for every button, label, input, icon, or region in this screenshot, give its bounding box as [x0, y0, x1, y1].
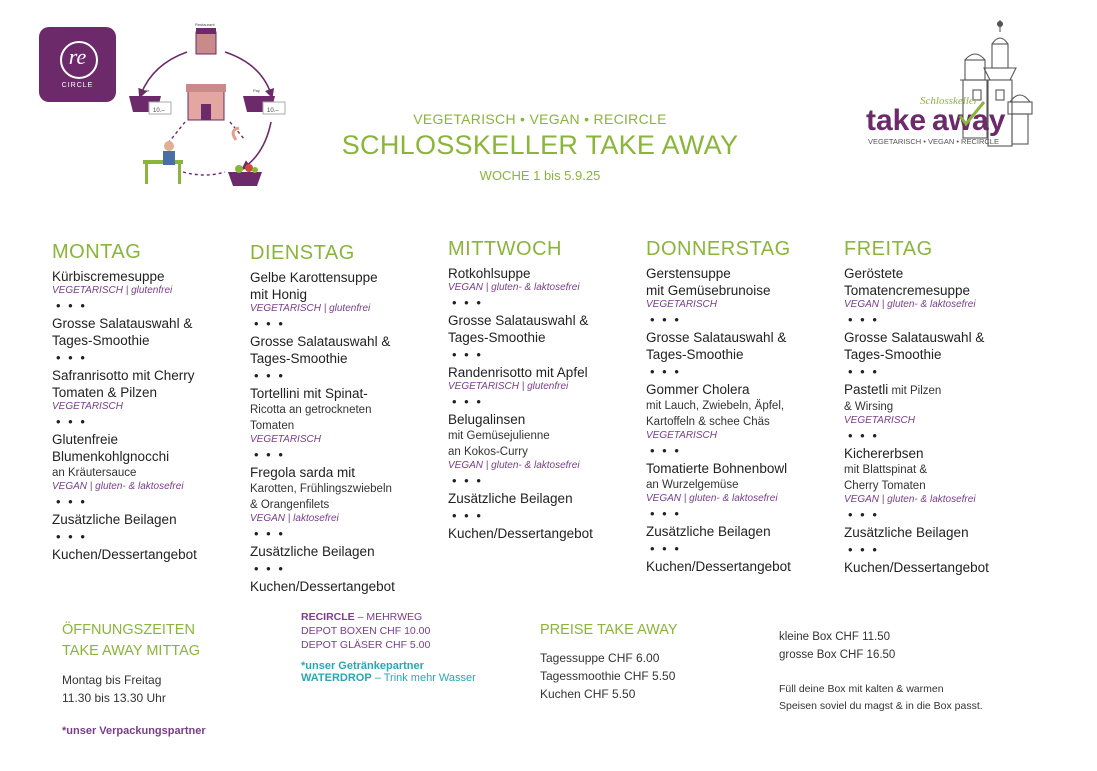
menu-item-detail: Ricotta an getrockneten [250, 404, 372, 416]
opening-hours-subtitle: TAKE AWAY MITTAG [62, 643, 201, 659]
menu-item: Fregola sarda mit [250, 465, 356, 480]
menu-item: Kuchen/Dessertangebot [448, 526, 593, 541]
menu-item: mit Honig [250, 287, 308, 302]
menu-item: Grosse Salatauswahl & [52, 316, 193, 331]
recircle-cycle-illustration [125, 22, 290, 192]
menu-item: Kuchen/Dessertangebot [250, 579, 395, 594]
price-large-box: grosse Box CHF 16.50 [779, 649, 896, 661]
separator-dots: • • • [650, 506, 681, 521]
menu-item: Gerstensuppe [646, 266, 731, 281]
depot-glasses: DEPOT GLÄSER CHF 5.00 [301, 639, 431, 651]
separator-dots: • • • [848, 364, 879, 379]
menu-item: Pastetli mit Pilzen [844, 382, 942, 397]
depot-boxes: DEPOT BOXEN CHF 10.00 [301, 625, 431, 637]
recircle-logo-mark: re [68, 44, 87, 69]
menu-item-detail: mit Gemüsejulienne [448, 430, 550, 442]
menu-item: Tages-Smoothie [448, 330, 546, 345]
price-cake: Kuchen CHF 5.50 [540, 687, 636, 701]
day-column-freitag [844, 238, 1034, 576]
diet-tag: VEGETARISCH [250, 434, 321, 445]
menu-list [250, 269, 440, 595]
separator-dots: • • • [452, 347, 483, 362]
menu-list [646, 265, 836, 575]
price-small-box: kleine Box CHF 11.50 [779, 631, 891, 643]
separator-dots: • • • [848, 428, 879, 443]
menu-item: Grosse Salatauswahl & [844, 330, 985, 345]
menu-item: Tomaten & Pilzen [52, 385, 158, 400]
diet-tag: VEGETARISCH | glutenfrei [52, 285, 173, 296]
week-label: WOCHE 1 bis 5.9.25 [479, 168, 601, 183]
menu-item: Geröstete [844, 266, 904, 281]
menu-list [844, 265, 1034, 576]
logo-tagline: VEGETARISCH • VEGAN • RECIRCLE [868, 137, 999, 146]
menu-item-detail: an Kokos-Curry [448, 446, 528, 458]
recircle-app-logo [39, 27, 116, 102]
menu-item-detail: an Wurzelgemüse [646, 479, 739, 491]
menu-list [52, 268, 242, 563]
menu-list [448, 265, 638, 542]
price-tag-left: 10.– [153, 108, 165, 114]
menu-item-detail: mit Blattspinat & [844, 464, 928, 476]
separator-dots: • • • [848, 542, 879, 557]
logo-script: Schlosskeller [920, 95, 979, 107]
opening-hours-block [62, 620, 282, 737]
menu-item: Randenrisotto mit Apfel [448, 365, 588, 380]
day-column-donnerstag [646, 238, 836, 575]
separator-dots: • • • [452, 394, 483, 409]
recircle-heading: RECIRCLE – MEHRWEG [301, 611, 423, 623]
separator-dots: • • • [254, 561, 285, 576]
menu-item-detail: & Wirsing [844, 401, 894, 413]
diet-tag: VEGETARISCH [52, 401, 123, 412]
diet-tag: VEGETARISCH [646, 430, 717, 441]
price-soup: Tagessuppe CHF 6.00 [540, 651, 660, 665]
menu-item: Grosse Salatauswahl & [250, 334, 391, 349]
menu-item: Kuchen/Dessertangebot [52, 547, 197, 562]
day-title: MITTWOCH [448, 238, 562, 260]
separator-dots: • • • [56, 298, 87, 313]
diet-tag: VEGETARISCH | glutenfrei [448, 381, 569, 392]
box-note-line-1: Füll deine Box mit kalten & warmen [779, 683, 944, 695]
diet-tag: VEGAN | gluten- & laktosefrei [844, 494, 976, 505]
diet-tag: VEGETARISCH | glutenfrei [250, 303, 371, 314]
menu-item: Grosse Salatauswahl & [448, 313, 589, 328]
menu-item: Tages-Smoothie [52, 333, 150, 348]
menu-item: Zusätzliche Beilagen [844, 525, 969, 540]
diet-tag: VEGAN | gluten- & laktosefrei [646, 493, 778, 504]
logo-take: take [866, 104, 927, 137]
page-title: SCHLOSSKELLER TAKE AWAY [341, 130, 739, 160]
diet-tag: VEGAN | laktosefrei [250, 513, 339, 524]
menu-item: Blumenkohlgnocchi [52, 449, 170, 464]
box-prices-block [779, 628, 1059, 715]
menu-item: Kürbiscremesuppe [52, 269, 165, 284]
opening-time: 11.30 bis 13.30 Uhr [62, 691, 166, 705]
separator-dots: • • • [56, 529, 87, 544]
menu-item: Glutenfreie [52, 432, 119, 447]
waterdrop-line: WATERDROP – Trink mehr Wasser [301, 672, 476, 684]
menu-item: Kuchen/Dessertangebot [646, 559, 791, 574]
menu-item-detail: Tomaten [250, 420, 295, 432]
menu-item: Zusätzliche Beilagen [646, 524, 771, 539]
separator-dots: • • • [452, 473, 483, 488]
separator-dots: • • • [254, 316, 285, 331]
day-title: DONNERSTAG [646, 238, 791, 260]
cycle-label-left: Kaufe [139, 88, 150, 93]
menu-item: Safranrisotto mit Cherry [52, 368, 195, 383]
menu-item: Kuchen/Dessertangebot [844, 560, 989, 575]
menu-item-detail: Cherry Tomaten [844, 480, 926, 492]
day-title: FREITAG [844, 238, 933, 260]
separator-dots: • • • [254, 526, 285, 541]
menu-item: Tages-Smoothie [646, 347, 744, 362]
header-tagline: VEGETARISCH • VEGAN • RECIRCLE [413, 111, 667, 127]
menu-item: Tomatierte Bohnenbowl [646, 461, 788, 476]
menu-item: mit Gemüsebrunoise [646, 283, 771, 298]
diet-tag: VEGAN | gluten- & laktosefrei [448, 282, 580, 293]
logo-away: away [932, 104, 1006, 137]
day-column-mittwoch [448, 238, 638, 542]
menu-item: Tortellini mit Spinat- [250, 386, 368, 401]
separator-dots: • • • [848, 312, 879, 327]
menu-item-detail: Karotten, Frühlingszwiebeln [250, 483, 392, 495]
packaging-partner-note: *unser Verpackungspartner [62, 725, 206, 737]
day-title: MONTAG [52, 241, 142, 263]
menu-item: Grosse Salatauswahl & [646, 330, 787, 345]
separator-dots: • • • [650, 364, 681, 379]
price-smoothie: Tagessmoothie CHF 5.50 [540, 669, 676, 683]
menu-item-detail: & Orangenfilets [250, 499, 330, 511]
menu-item: Kichererbsen [844, 446, 924, 461]
box-note-line-2: Speisen soviel du magst & in die Box passt. [779, 700, 983, 712]
prices-block [540, 620, 760, 703]
opening-hours-title: ÖFFNUNGSZEITEN [62, 622, 195, 638]
separator-dots: • • • [254, 447, 285, 462]
separator-dots: • • • [650, 312, 681, 327]
diet-tag: VEGAN | gluten- & laktosefrei [844, 299, 976, 310]
menu-item: Belugalinsen [448, 412, 526, 427]
drink-partner-note: *unser Getränkepartner [301, 660, 424, 672]
separator-dots: • • • [650, 541, 681, 556]
separator-dots: • • • [56, 350, 87, 365]
day-column-montag [52, 241, 242, 563]
menu-item: Gommer Cholera [646, 382, 750, 397]
menu-item: Rotkohlsuppe [448, 266, 531, 281]
recircle-logo-label: CIRCLE [61, 82, 94, 89]
diet-tag: VEGETARISCH [844, 415, 915, 426]
recircle-block [301, 610, 521, 684]
menu-item: Tages-Smoothie [844, 347, 942, 362]
cycle-label-right: Pay [253, 88, 260, 93]
day-title: DIENSTAG [250, 242, 355, 264]
menu-item: Tages-Smoothie [250, 351, 348, 366]
prices-title: PREISE TAKE AWAY [540, 622, 678, 638]
menu-item: Zusätzliche Beilagen [250, 544, 375, 559]
separator-dots: • • • [56, 414, 87, 429]
menu-item: Zusätzliche Beilagen [52, 512, 177, 527]
diet-tag: VEGETARISCH [646, 299, 717, 310]
cycle-label-top: Restaurant [195, 22, 215, 27]
schlosskeller-takeaway-logo [860, 20, 1045, 150]
menu-item-detail: Kartoffeln & schee Chäs [646, 416, 770, 428]
day-column-dienstag [250, 242, 440, 595]
diet-tag: VEGAN | gluten- & laktosefrei [448, 460, 580, 471]
separator-dots: • • • [848, 507, 879, 522]
separator-dots: • • • [452, 295, 483, 310]
separator-dots: • • • [650, 443, 681, 458]
opening-days: Montag bis Freitag [62, 673, 162, 687]
menu-item-detail: an Kräutersauce [52, 467, 137, 479]
price-tag-right: 10.– [267, 108, 279, 114]
diet-tag: VEGAN | gluten- & laktosefrei [52, 481, 184, 492]
separator-dots: • • • [56, 494, 87, 509]
separator-dots: • • • [254, 368, 285, 383]
separator-dots: • • • [452, 508, 483, 523]
menu-item: Zusätzliche Beilagen [448, 491, 573, 506]
menu-item: Tomatencremesuppe [844, 283, 971, 298]
menu-item: Gelbe Karottensuppe [250, 270, 378, 285]
menu-item-detail: mit Lauch, Zwiebeln, Äpfel, [646, 400, 785, 412]
